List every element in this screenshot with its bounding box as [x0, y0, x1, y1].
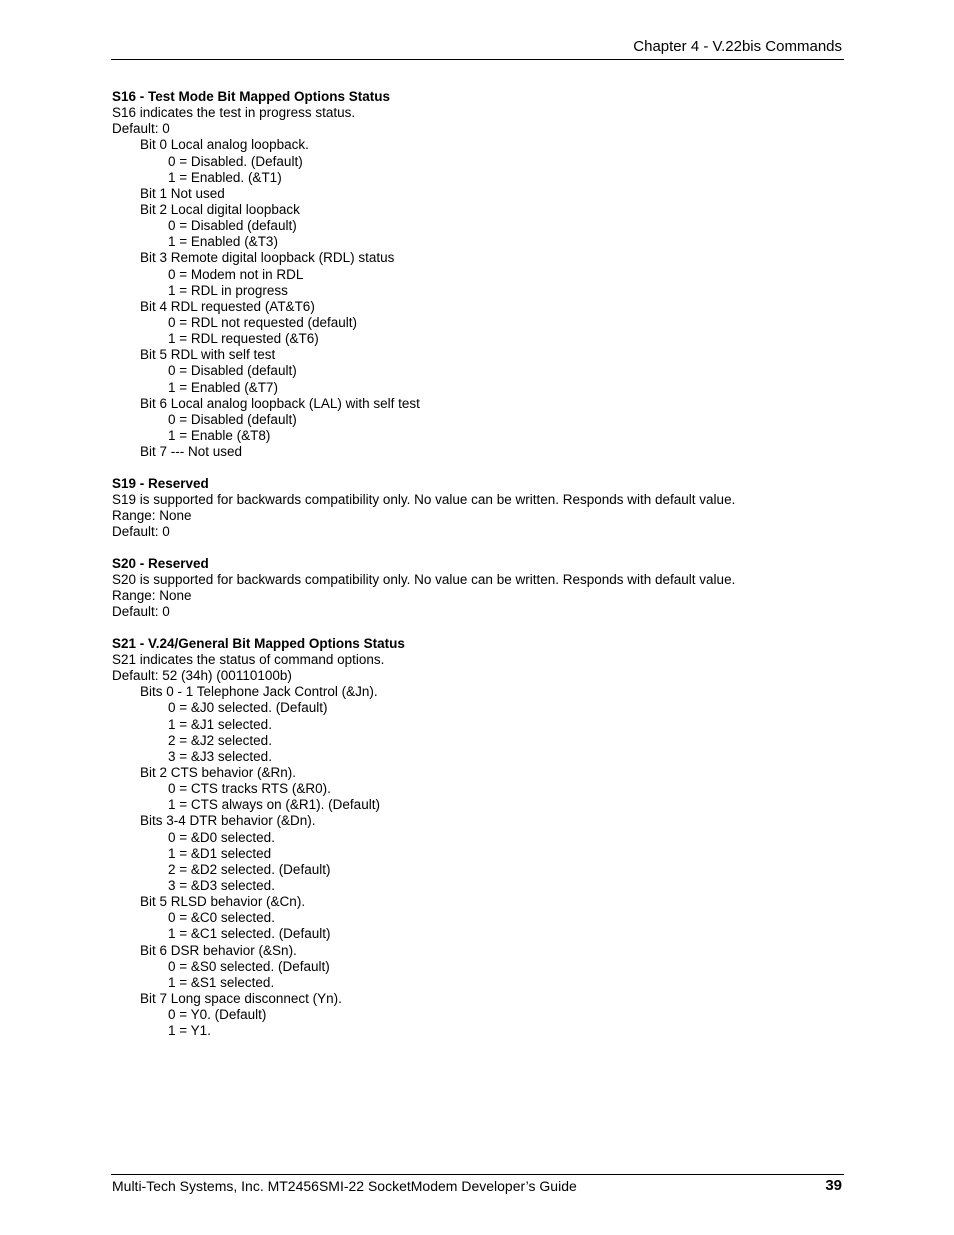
bit-value-option: 0 = Disabled (default) [168, 218, 297, 234]
bit-value-option: 0 = Disabled (default) [168, 363, 297, 379]
bit-value-option: 1 = &S1 selected. [168, 974, 275, 990]
register-section [112, 636, 842, 1040]
section-heading: S19 - Reserved [112, 475, 209, 491]
description-line: Range: None [112, 508, 192, 524]
chapter-header: Chapter 4 - V.22bis Commands [633, 38, 842, 55]
bit-value-option: 1 = &C1 selected. (Default) [168, 926, 331, 942]
register-section [112, 556, 842, 621]
page-number: 39 [825, 1177, 842, 1194]
description-line: Default: 0 [112, 524, 170, 540]
register-section [112, 89, 842, 460]
bit-value-option: 0 = &S0 selected. (Default) [168, 958, 330, 974]
header-rule [111, 59, 844, 60]
bit-value-option: 2 = &J2 selected. [168, 732, 272, 748]
description-line: Default: 0 [112, 604, 170, 620]
bit-description: Bits 3-4 DTR behavior (&Dn). [140, 813, 316, 829]
description-line: Range: None [112, 588, 192, 604]
bit-value-option: 1 = CTS always on (&R1). (Default) [168, 797, 380, 813]
bit-value-option: 1 = RDL in progress [168, 282, 288, 298]
bit-value-option: 3 = &J3 selected. [168, 748, 272, 764]
bit-description: Bit 7 --- Not used [140, 444, 243, 460]
bit-value-option: 0 = Y0. (Default) [168, 1007, 267, 1023]
bit-description: Bit 6 DSR behavior (&Sn). [140, 942, 297, 958]
description-line: S20 is supported for backwards compatibility only. No value can be written. Responds with default value. [112, 571, 736, 587]
bit-description: Bit 7 Long space disconnect (Yn). [140, 990, 342, 1006]
bit-value-option: 0 = Disabled. (Default) [168, 153, 303, 169]
bit-description: Bit 2 CTS behavior (&Rn). [140, 764, 297, 780]
bit-value-option: 1 = RDL requested (&T6) [168, 331, 319, 347]
bit-value-option: 1 = Enable (&T8) [168, 427, 271, 443]
bit-value-option: 0 = &C0 selected. [168, 910, 275, 926]
bit-value-option: 0 = Modem not in RDL [168, 266, 304, 282]
bit-value-option: 2 = &D2 selected. (Default) [168, 861, 331, 877]
bit-value-option: 0 = CTS tracks RTS (&R0). [168, 781, 331, 797]
bit-value-option: 1 = Enabled. (&T1) [168, 169, 282, 185]
footer-publisher: Multi-Tech Systems, Inc. MT2456SMI-22 SocketModem Developer’s Guide [112, 1178, 577, 1194]
bit-value-option: 0 = &D0 selected. [168, 829, 275, 845]
bit-description: Bit 0 Local analog loopback. [140, 137, 309, 153]
bit-value-option: 1 = Y1. [168, 1023, 211, 1039]
bit-value-option: 1 = Enabled (&T7) [168, 379, 278, 395]
bit-value-option: 0 = Disabled (default) [168, 411, 297, 427]
bit-description: Bit 6 Local analog loopback (LAL) with self test [140, 395, 420, 411]
description-line: Default: 0 [112, 121, 170, 137]
section-heading: S20 - Reserved [112, 555, 209, 571]
document-body [112, 89, 842, 1055]
section-heading: S16 - Test Mode Bit Mapped Options Status [112, 89, 391, 104]
bit-value-option: 1 = &D1 selected [168, 845, 272, 861]
bit-value-option: 3 = &D3 selected. [168, 877, 275, 893]
description-line: Default: 52 (34h) (00110100b) [112, 668, 292, 684]
bit-description: Bit 2 Local digital loopback [140, 201, 300, 217]
section-heading: S21 - V.24/General Bit Mapped Options Status [112, 635, 405, 651]
description-line: S21 indicates the status of command options. [112, 652, 385, 667]
bit-description: Bit 4 RDL requested (AT&T6) [140, 298, 315, 314]
bit-value-option: 0 = RDL not requested (default) [168, 314, 357, 330]
description-line: S19 is supported for backwards compatibility only. No value can be written. Responds with default value. [112, 491, 736, 507]
bit-description: Bit 1 Not used [140, 185, 225, 201]
footer-rule [111, 1174, 844, 1175]
bit-value-option: 1 = &J1 selected. [168, 716, 272, 732]
register-section [112, 476, 842, 541]
description-line: S16 indicates the test in progress status. [112, 105, 356, 121]
bit-description: Bit 5 RDL with self test [140, 347, 276, 363]
bit-value-option: 1 = Enabled (&T3) [168, 234, 278, 250]
bit-description: Bit 5 RLSD behavior (&Cn). [140, 894, 306, 910]
bit-description: Bit 3 Remote digital loopback (RDL) status [140, 250, 395, 266]
bit-description: Bits 0 - 1 Telephone Jack Control (&Jn). [140, 684, 378, 700]
bit-value-option: 0 = &J0 selected. (Default) [168, 700, 328, 716]
